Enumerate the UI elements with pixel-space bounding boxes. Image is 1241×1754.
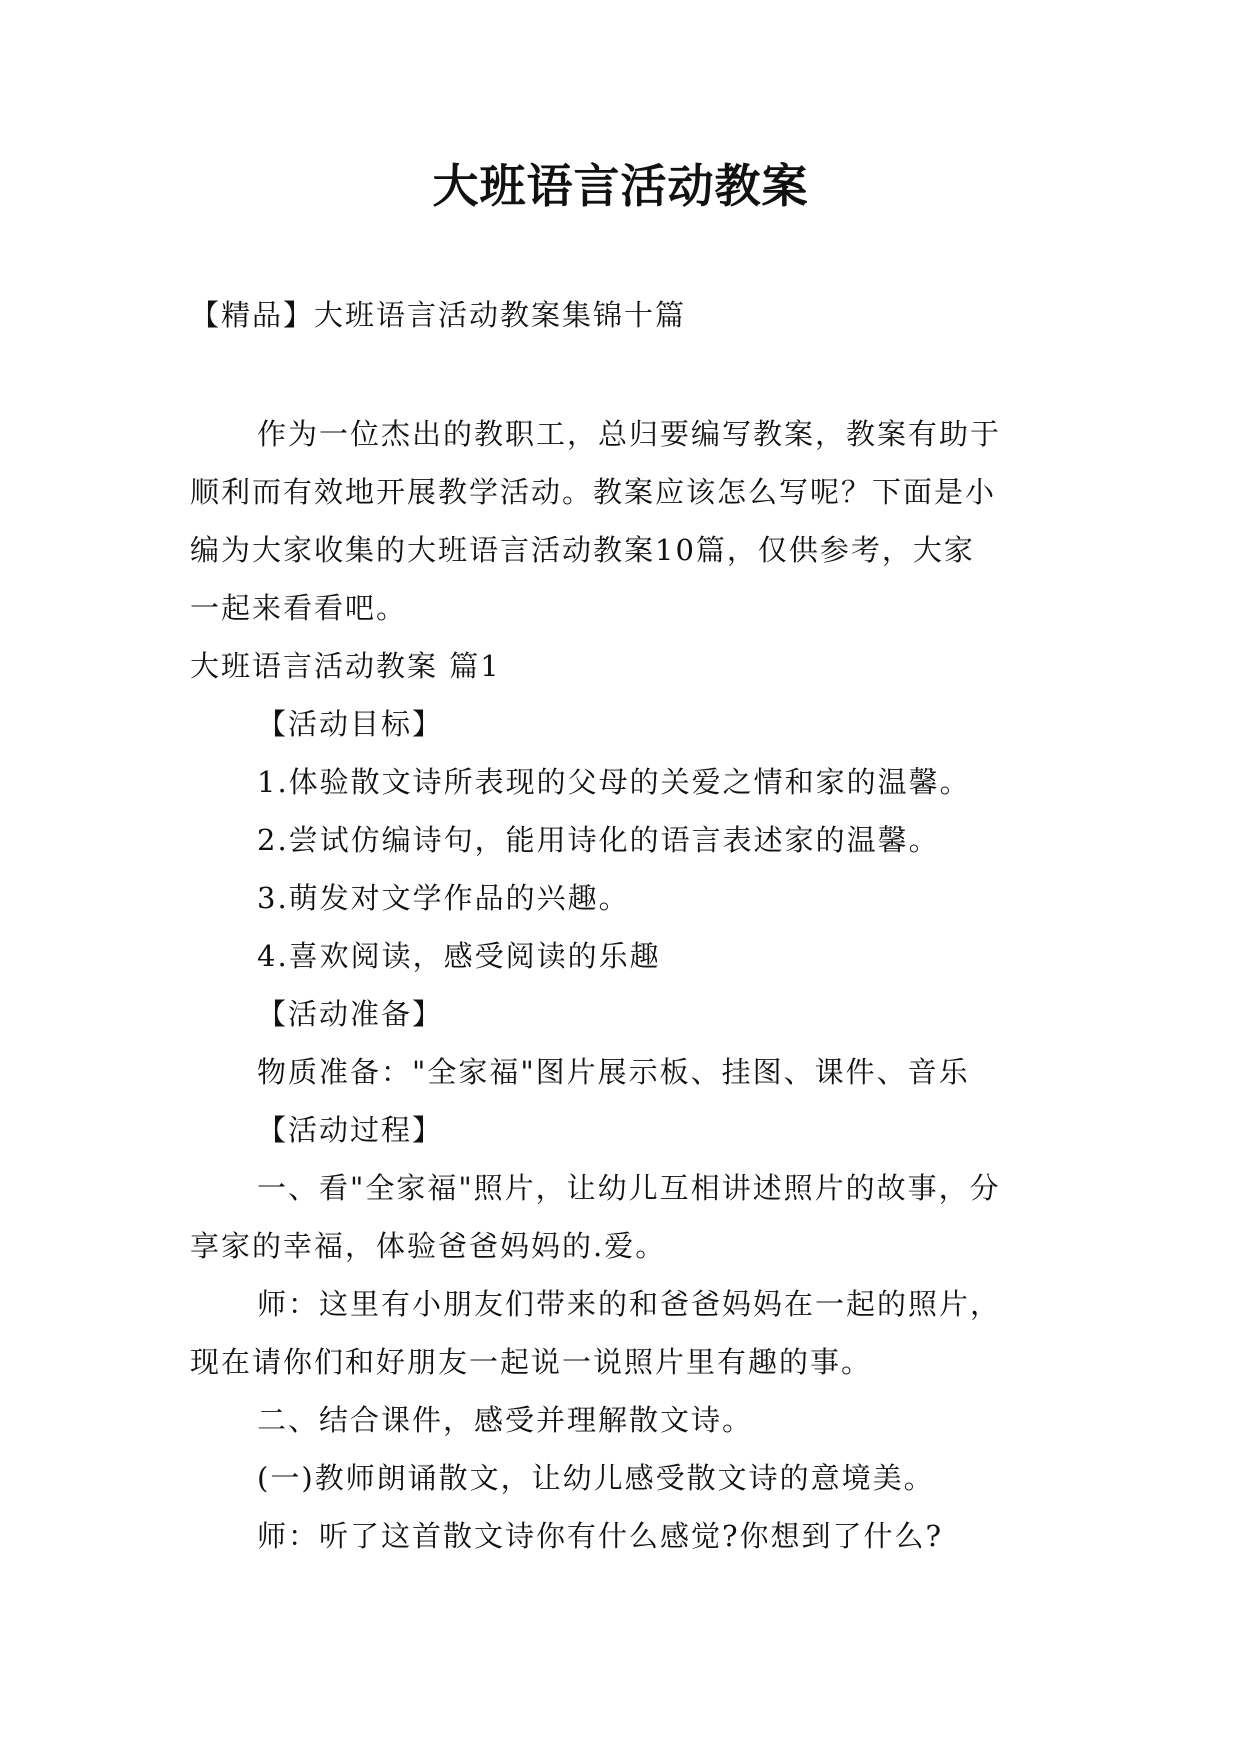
goal-item: 2.尝试仿编诗句，能用诗化的语言表述家的温馨。	[257, 823, 940, 857]
teacher-line-2: 师：听了这首散文诗你有什么感觉?你想到了什么?	[257, 1519, 944, 1553]
intro-line: 一起来看看吧。	[190, 591, 408, 625]
goal-item: 1.体验散文诗所表现的父母的关爱之情和家的温馨。	[257, 765, 971, 799]
paragraph-line: 师：这里有小朋友们带来的和爸爸妈妈在一起的照片，	[257, 1287, 1002, 1321]
process-heading: 【活动过程】	[257, 1113, 444, 1147]
intro-paragraph	[190, 405, 1060, 637]
intro-line: 顺利而有效地开展教学活动。教案应该怎么写呢？下面是小	[190, 475, 997, 509]
section-heading: 大班语言活动教案 篇1	[190, 649, 501, 683]
document-body	[190, 405, 1060, 1565]
process-step-2-sub-1: (一)教师朗诵散文，让幼儿感受散文诗的意境美。	[257, 1461, 935, 1495]
intro-line: 作为一位杰出的教职工，总归要编写教案，教案有助于	[257, 417, 1002, 451]
prep-heading: 【活动准备】	[257, 997, 444, 1031]
paragraph-line: 现在请你们和好朋友一起说一说照片里有趣的事。	[190, 1345, 873, 1379]
intro-line: 编为大家收集的大班语言活动教案10篇，仅供参考，大家	[190, 533, 975, 567]
teacher-line-1	[190, 1275, 1060, 1391]
goal-item: 3.萌发对文学作品的兴趣。	[257, 881, 630, 915]
process-step-1	[190, 1159, 1060, 1275]
paragraph-line: 享家的幸福，体验爸爸妈妈的.爱。	[190, 1229, 667, 1263]
goal-heading: 【活动目标】	[257, 707, 444, 741]
document-title: 大班语言活动教案	[432, 159, 809, 213]
process-step-2: 二、结合课件，感受并理解散文诗。	[257, 1403, 754, 1437]
goal-item: 4.喜欢阅读，感受阅读的乐趣	[257, 939, 661, 973]
paragraph-line: 一、看"全家福"照片，让幼儿互相讲述照片的故事，分	[257, 1171, 1001, 1205]
prep-text: 物质准备："全家福"图片展示板、挂图、课件、音乐	[257, 1055, 970, 1089]
document-subtitle: 【精品】大班语言活动教案集锦十篇	[190, 298, 687, 332]
